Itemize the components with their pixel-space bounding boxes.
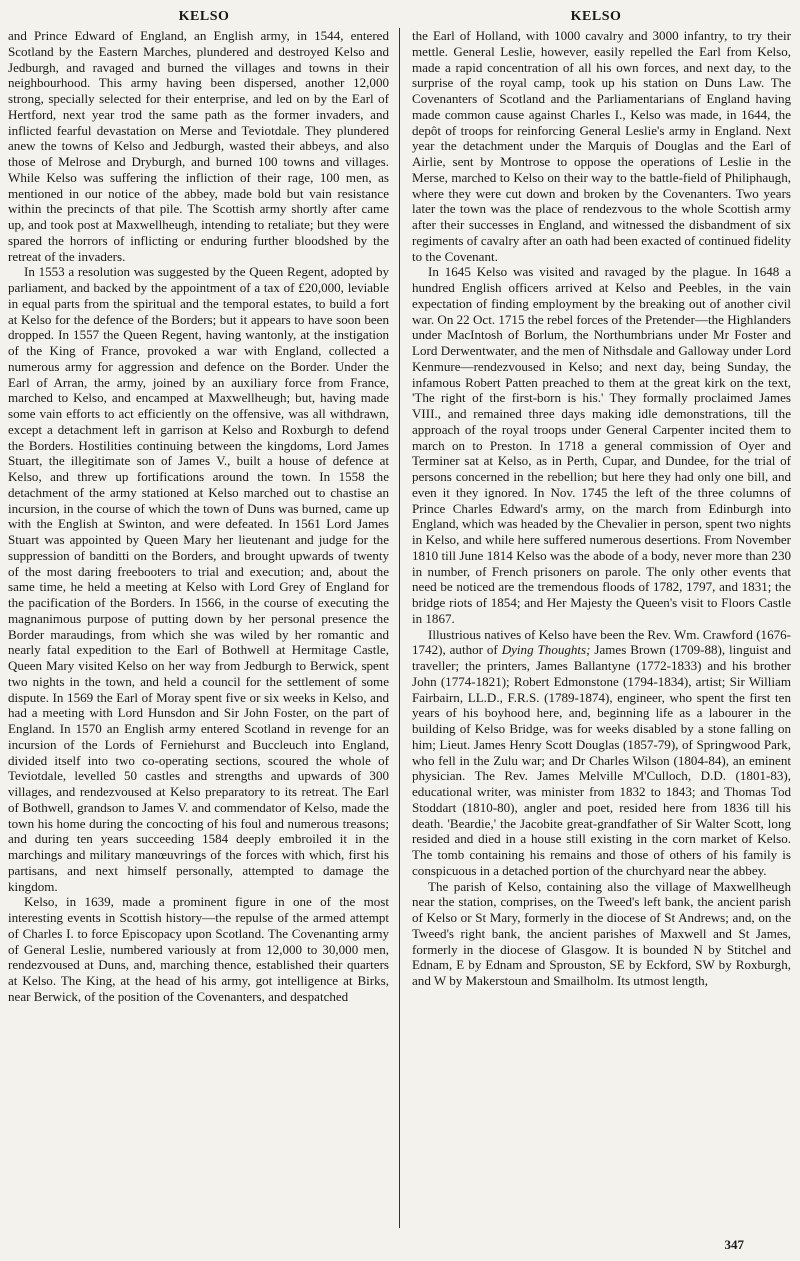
paragraph: In 1645 Kelso was visited and ravaged by the plague. In 1648 a hundred English officers arrived at Kelso and Peebles, in the vain expectation of finding employment by the breaking out of another civil war. On 22 Oct. 1715 the rebel forces of the Pretender—the Highlanders under MacIntosh of Borlum, the Northumbrians under Mr Foster and Lord Derwentwater, and the men of Nithsdale and Galloway under Lord Kenmure—rendezvoused in Kelso; and next day, being Sunday, the infamous Robert Patten preached to them at the great kirk on the text, 'The right of the first-born is his.' They formally proclaimed James VIII., and remained three days making idle demonstrations, till the approach of the royal troops under General Carpenter incited them to march on to Preston. In 1718 a general commission of Oyer and Terminer sat at Kelso, as in Perth, Cupar, and Dundee, for the trial of persons concerned in the rebellion; but here they had only one bill, and even it they ignored. In Nov. 1745 the left of the three columns of Prince Charles Edward's army, on the march from Edinburgh into England, which was headed by the Chevalier in person, spent two nights in Kelso, and while here suffered numerous desertions. From November 1810 till June 1814 Kelso was the abode of a body, never more than 230 in number, of French prisoners on parole. The only other events that need be noticed are the tremendous floods of 1782, 1797, and 1831; the bridge riots of 1854; and Her Majesty the Queen's visit to Floors Castle in 1867. bbox=[412, 264, 791, 626]
text-columns bbox=[8, 28, 792, 1228]
paragraph: The parish of Kelso, containing also the village of Maxwellheugh near the station, comprises, on the Tweed's left bank, the ancient parish of Kelso or St Mary, formerly in the diocese of St Andrews; and, on the Tweed's right bank, the ancient parishes of Maxwell and St James, formerly in the diocese of Glasgow. It is bounded N by Stitchel and Ednam, E by Ednam and Sprouston, SE by Eckford, SW by Roxburgh, and W by Makerstoun and Smailholm. Its utmost length, bbox=[412, 878, 791, 988]
paragraph bbox=[412, 627, 791, 879]
paragraph: In 1553 a resolution was suggested by the Queen Regent, adopted by parliament, and backed by the appointment of a tax of £20,000, leviable in equal parts from the spiritual and the temporal estates, to build a fort at Kelso for the defence of the Borders; but it appears to have soon been dropped. In 1557 the Queen Regent, having wantonly, at the instigation of the King of France, provoked a war with England, collected a numerous army for aggression and defence on the Border. Under the Earl of Arran, the army, joined by an auxiliary force from France, marched to Kelso, and encamped at Maxwellheugh; but, having made some vain efforts to act efficiently on the offensive, was all withdrawn, except a detachment left in garrison at Kelso and Roxburgh to defend the Borders. Hostilities continuing between the kingdoms, Lord James Stuart, the illegitimate son of James V., built a house of defence at Kelso, and threw up fortifications around the town. In 1558 the detachment of the army stationed at Kelso marched out to chastise an incursion, in the course of which the town of Duns was burned, came up with the English at Swinton, and were defeated. In 1561 Lord James Stuart was appointed by Queen Mary her lieutenant and judge for the suppression of banditti on the Borders, and brought upwards of twenty of the most daring freebooters to trial and execution; and, about the same time, he held a meeting at Kelso with Lord Grey of England for the pacification of the Borders. In 1566, in the course of executing the magnanimous purpose of putting down by her personal presence the Border maraudings, from which she was wiled by her romantic and nearly fatal expedition to the Earl of Bothwell at Hermitage Castle, Queen Mary visited Kelso on her way from Jedburgh to Berwick, spent two nights in the town, and held a council for the settlement of some dispute. In 1569 the Earl of Moray spent five or six weeks in Kelso, and had a meeting with Lord Hunsdon and Sir John Foster, on the part of England. In 1570 an English army entered Scotland in revenge for an incursion of the Lords of Ferniehurst and Buccleuch into England, divided itself into two co-operating sections, scoured the whole of Teviotdale, levelled 50 castles and strengths and upwards of 300 villages, and rendezvoused at Kelso preparatory to its retreat. The Earl of Bothwell, grandson to James V. and commendator of Kelso, made the town his home during the concocting of his foul and numerous treasons; and during ten years succeeding 1584 deeply embroiled it in the marchings and military manœuvrings of the forces with which, first his partisans, and next himself personally, attempted to damage the kingdom. bbox=[8, 264, 389, 894]
paragraph: the Earl of Holland, with 1000 cavalry and 3000 infantry, to try their mettle. General Leslie, however, easily repelled the Earl from Kelso, made a rapid concentration of all his own forces, and next day, to the surprise of the royal camp, took up his station on Duns Law. The Covenanters of Scotland and the Parliamentarians of England having made common cause against Charles I., Kelso was made, in 1644, the depôt of troops for reinforcing General Leslie's army in England. Next year the detachment under the Marquis of Douglas and the Earl of Airlie, sent by Montrose to oppose the operations of Leslie in the Merse, marched to Kelso on their way to the battle-field of Philiphaugh, where they were cut down and broken by the Covenanters. Two years later the town was the place of rendezvous to the whole Scottish army after their successes in England, and witnessed the disbandment of six regiments of cavalry after an oath had been exacted of continued fidelity to the Covenant. bbox=[412, 28, 791, 264]
right-running-head: KELSO bbox=[570, 9, 622, 24]
text-run: Illustrious natives of Kelso have been the Rev. Wm. Crawford (1676-1742), author of bbox=[412, 626, 791, 658]
running-header bbox=[8, 6, 792, 28]
column-divider bbox=[399, 28, 400, 1228]
left-column bbox=[8, 28, 395, 1228]
book-title: Dying Thoughts; bbox=[501, 642, 591, 658]
text-run: James Brown (1709-88), linguist and traveller; the printers, James Ballantyne (1772-1833) and his brother John (1774-1821); Robert Edmonstone (1794-1834), artist; Sir William Fairbairn, LL.D., F.R.S. (1789-1874), engineer, who spent the first ten years of his boyhood here, and, beginning life as a labourer in the building of Kelso Bridge, was for weeks disabled by a stone falling on him; Lieut. James Henry Scott Douglas (1857-79), of Springwood Park, who fell in the Zulu war; and Dr Charles Wilson (1804-84), an eminent physician. The Rev. James Melville M'Culloch, D.D. (1801-83), educational writer, was minister from 1832 to 1843; and Thomas Tod Stoddart (1810-80), angler and poet, resided here from 1836 till his death. 'Beardie,' the Jacobite great-grandfather of Sir Walter Scott, long resided and died in a house still existing in the corn market of Kelso. The tomb containing his remains and those of others of his family is conspicuous in a detached portion of the churchyard near the abbey. bbox=[412, 642, 791, 878]
paragraph: and Prince Edward of England, an English army, in 1544, entered Scotland by the Eastern Marches, plundered and destroyed Kelso and Jedburgh, and ravaged and burned the villages and towns in their neighbourhood. This army having been dispersed, another 12,000 strong, specially selected for their enterprise, and led on by the Earl of Hertford, next year trod the same path as the former invaders, and inflicted fearful devastation on Merse and Teviotdale. They plundered anew the towns of Kelso and Jedburgh, wasted their abbeys, and also those of Melrose and Dryburgh, and burned 100 towns and villages. While Kelso was suffering the infliction of their rage, 100 men, as mentioned in our notice of the abbey, made bold but vain resistance within the precincts of that pile. The Scottish army shortly after came up, and took post at Maxwellheugh, intending to retaliate; but they were spared the horrors of inflicting or enduring further bloodshed by the retreat of the invaders. bbox=[8, 28, 389, 264]
paragraph: Kelso, in 1639, made a prominent figure in one of the most interesting events in Scottish history—the repulse of the armed attempt of Charles I. to force Episcopacy upon Scotland. The Covenanting army of General Leslie, numbered variously at from 12,000 to 30,000 men, rendezvoused at Duns, and, marching thence, established their quarters at Kelso. The King, at the head of his army, got intelligence at Birks, near Berwick, of the position of the Covenanters, and despatched bbox=[8, 894, 389, 1004]
page-number: 347 bbox=[724, 1237, 744, 1252]
left-running-head: KELSO bbox=[178, 9, 230, 24]
right-column bbox=[404, 28, 791, 1228]
